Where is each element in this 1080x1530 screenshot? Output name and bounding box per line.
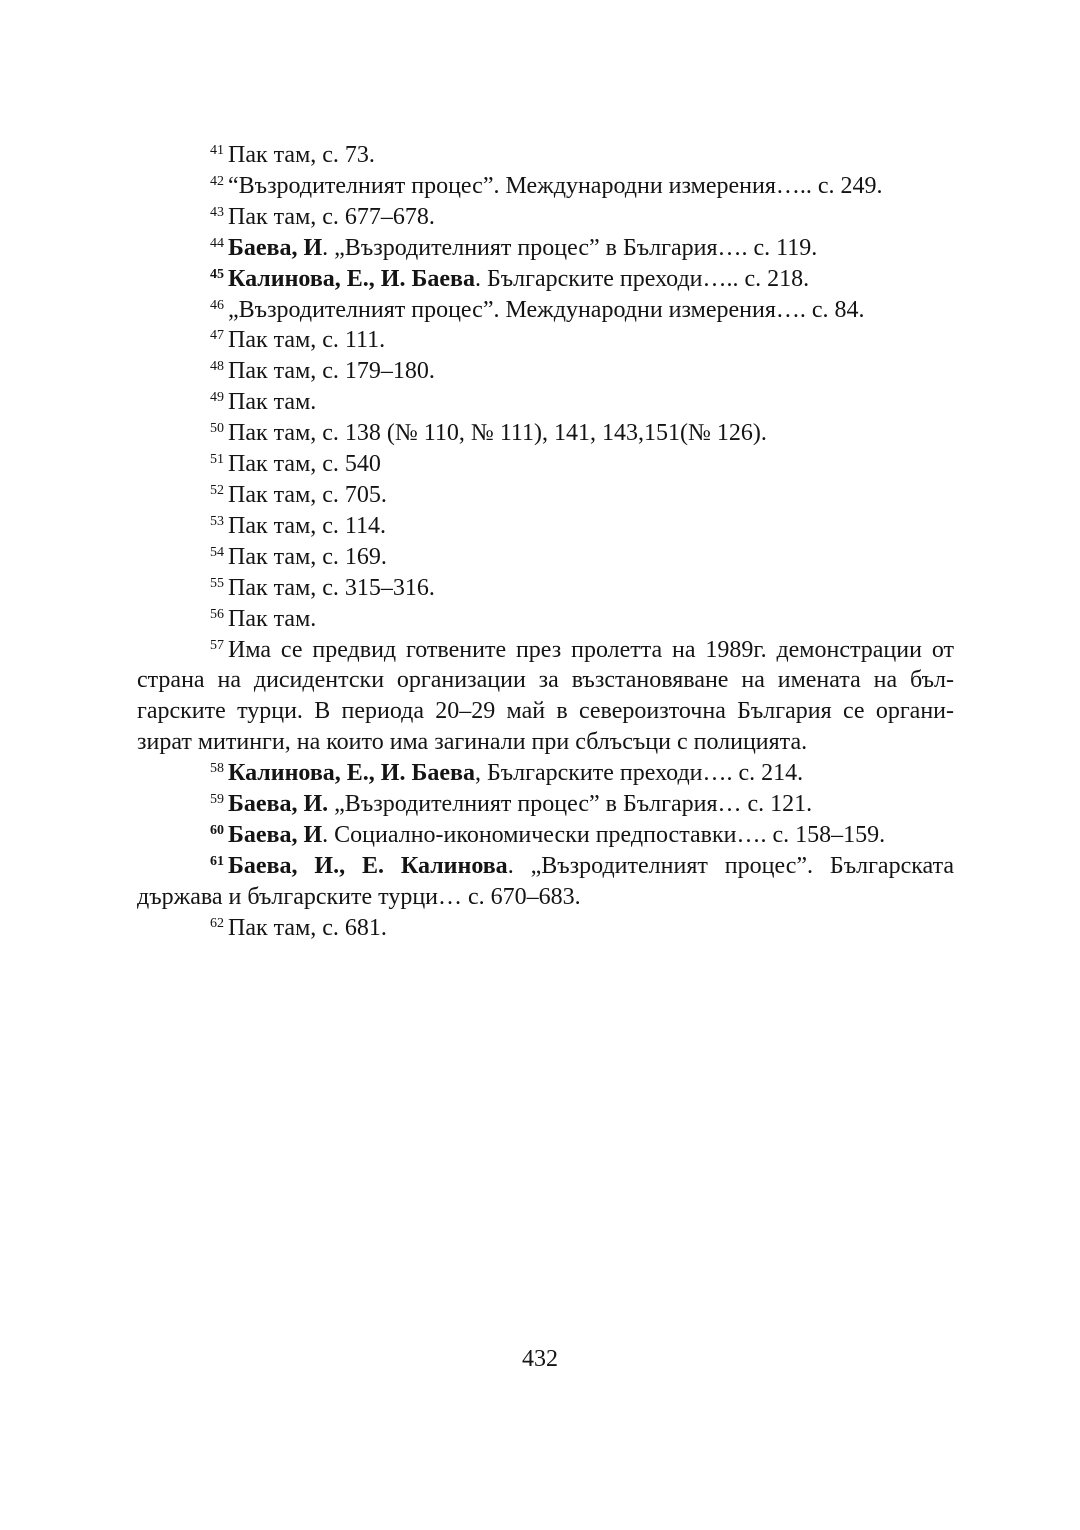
footnote-42 [137,171,954,202]
footnote-43 [137,202,954,233]
footnote-text: Пак там, с. 138 (№ 110, № 111), 141, 143,151(№ 126). [228,420,767,447]
footnote-number: 51 [210,452,224,468]
footnote-author: Калинова, Е., И. Баева [228,760,475,787]
footnote-text: . „Възродителният процес”. Българската държава и българските турци… с. 670–683. [137,852,954,910]
footnote-text: , Българските преходи…. с. 214. [474,760,804,787]
footnote-text: Пак там, с. 111. [228,327,386,354]
footnote-58 [137,758,954,789]
footnote-number: 58 [210,761,224,777]
footnote-text: Пак там, с. 179–180. [228,358,435,385]
footnote-60 [137,820,954,851]
footnote-45 [137,264,954,295]
footnote-number: 59 [210,792,224,808]
footnote-number: 47 [210,328,224,344]
footnote-number: 44 [210,235,224,251]
footnote-number: 42 [210,173,224,189]
footnote-author: Баева, И., Е. Калинова [228,852,508,879]
footnote-number: 46 [210,297,224,313]
footnote-text: Пак там, с. 681. [228,914,387,941]
footnote-text: Пак там. [228,389,317,416]
footnote-text: Пак там, с. 705. [228,481,387,508]
footnote-number: 55 [210,575,224,591]
footnote-55 [137,573,954,604]
footnote-number: 54 [210,544,224,560]
footnote-number: 41 [210,143,224,158]
footnote-number: 52 [210,482,224,498]
footnote-text: “Възродителният процес”. Международни измерения….. с. 249. [228,172,883,199]
footnote-61 [137,851,954,913]
footnote-52 [137,480,954,511]
footnote-51 [137,449,954,480]
footnote-author: Баева, И [228,234,323,261]
footnote-57 [137,635,954,759]
footnote-41 [137,140,954,171]
footnote-number: 61 [210,853,224,869]
footnotes-list [137,140,954,944]
footnote-48 [137,356,954,387]
footnote-text: Пак там, с. 73. [228,142,375,168]
footnote-author: Калинова, Е., И. Баева [228,265,475,292]
footnote-62 [137,913,954,944]
footnote-text: Пак там, с. 677–678. [228,203,435,230]
footnote-53 [137,511,954,542]
footnote-number: 45 [210,266,224,282]
footnote-number: 60 [210,822,224,838]
footnote-author: Баева, И [228,821,323,848]
footnote-number: 62 [210,915,224,931]
footnote-text: Пак там, с. 114. [228,512,387,539]
footnote-author: Баева, И. [228,791,329,818]
footnote-text: „Възродителният процес”. Международни измерения…. с. 84. [228,296,865,323]
footnote-59 [137,789,954,820]
footnote-text: . „Възродителният процес” в България…. с. 119. [322,234,818,261]
footnote-text: „Възродителният процес” в България… с. 121. [328,791,813,818]
footnote-text: Пак там. [228,605,317,632]
footnote-number: 49 [210,390,224,406]
footnote-47 [137,325,954,356]
footnote-text: Пак там, с. 315–316. [228,574,435,601]
footnote-49 [137,387,954,418]
footnote-number: 53 [210,513,224,529]
footnote-number: 48 [210,359,224,375]
footnote-50 [137,418,954,449]
footnote-text: Пак там, с. 540 [228,451,381,478]
footnote-number: 57 [210,637,224,653]
page-number: 432 [522,1346,558,1372]
footnote-44 [137,233,954,264]
footnote-text: . Социално-икономически предпоставки…. с. 158–159. [322,821,886,848]
footnote-46 [137,295,954,326]
footnote-text: . Българските преходи….. с. 218. [474,265,810,292]
footnote-number: 50 [210,421,224,437]
footnote-text: Има се предвид готвените през пролетта на 1989г. демонстрации от страна на дисидентски организации за възстановяване на имената на бъл-гарските турци. В периода 20–29 май в североизточна България се органи-зират митинги, на които има загинали при сблъсъци с полицията. [137,636,954,756]
footnote-54 [137,542,954,573]
footnote-number: 56 [210,606,224,622]
footnote-number: 43 [210,204,224,220]
footnote-56 [137,604,954,635]
footnote-text: Пак там, с. 169. [228,543,387,570]
